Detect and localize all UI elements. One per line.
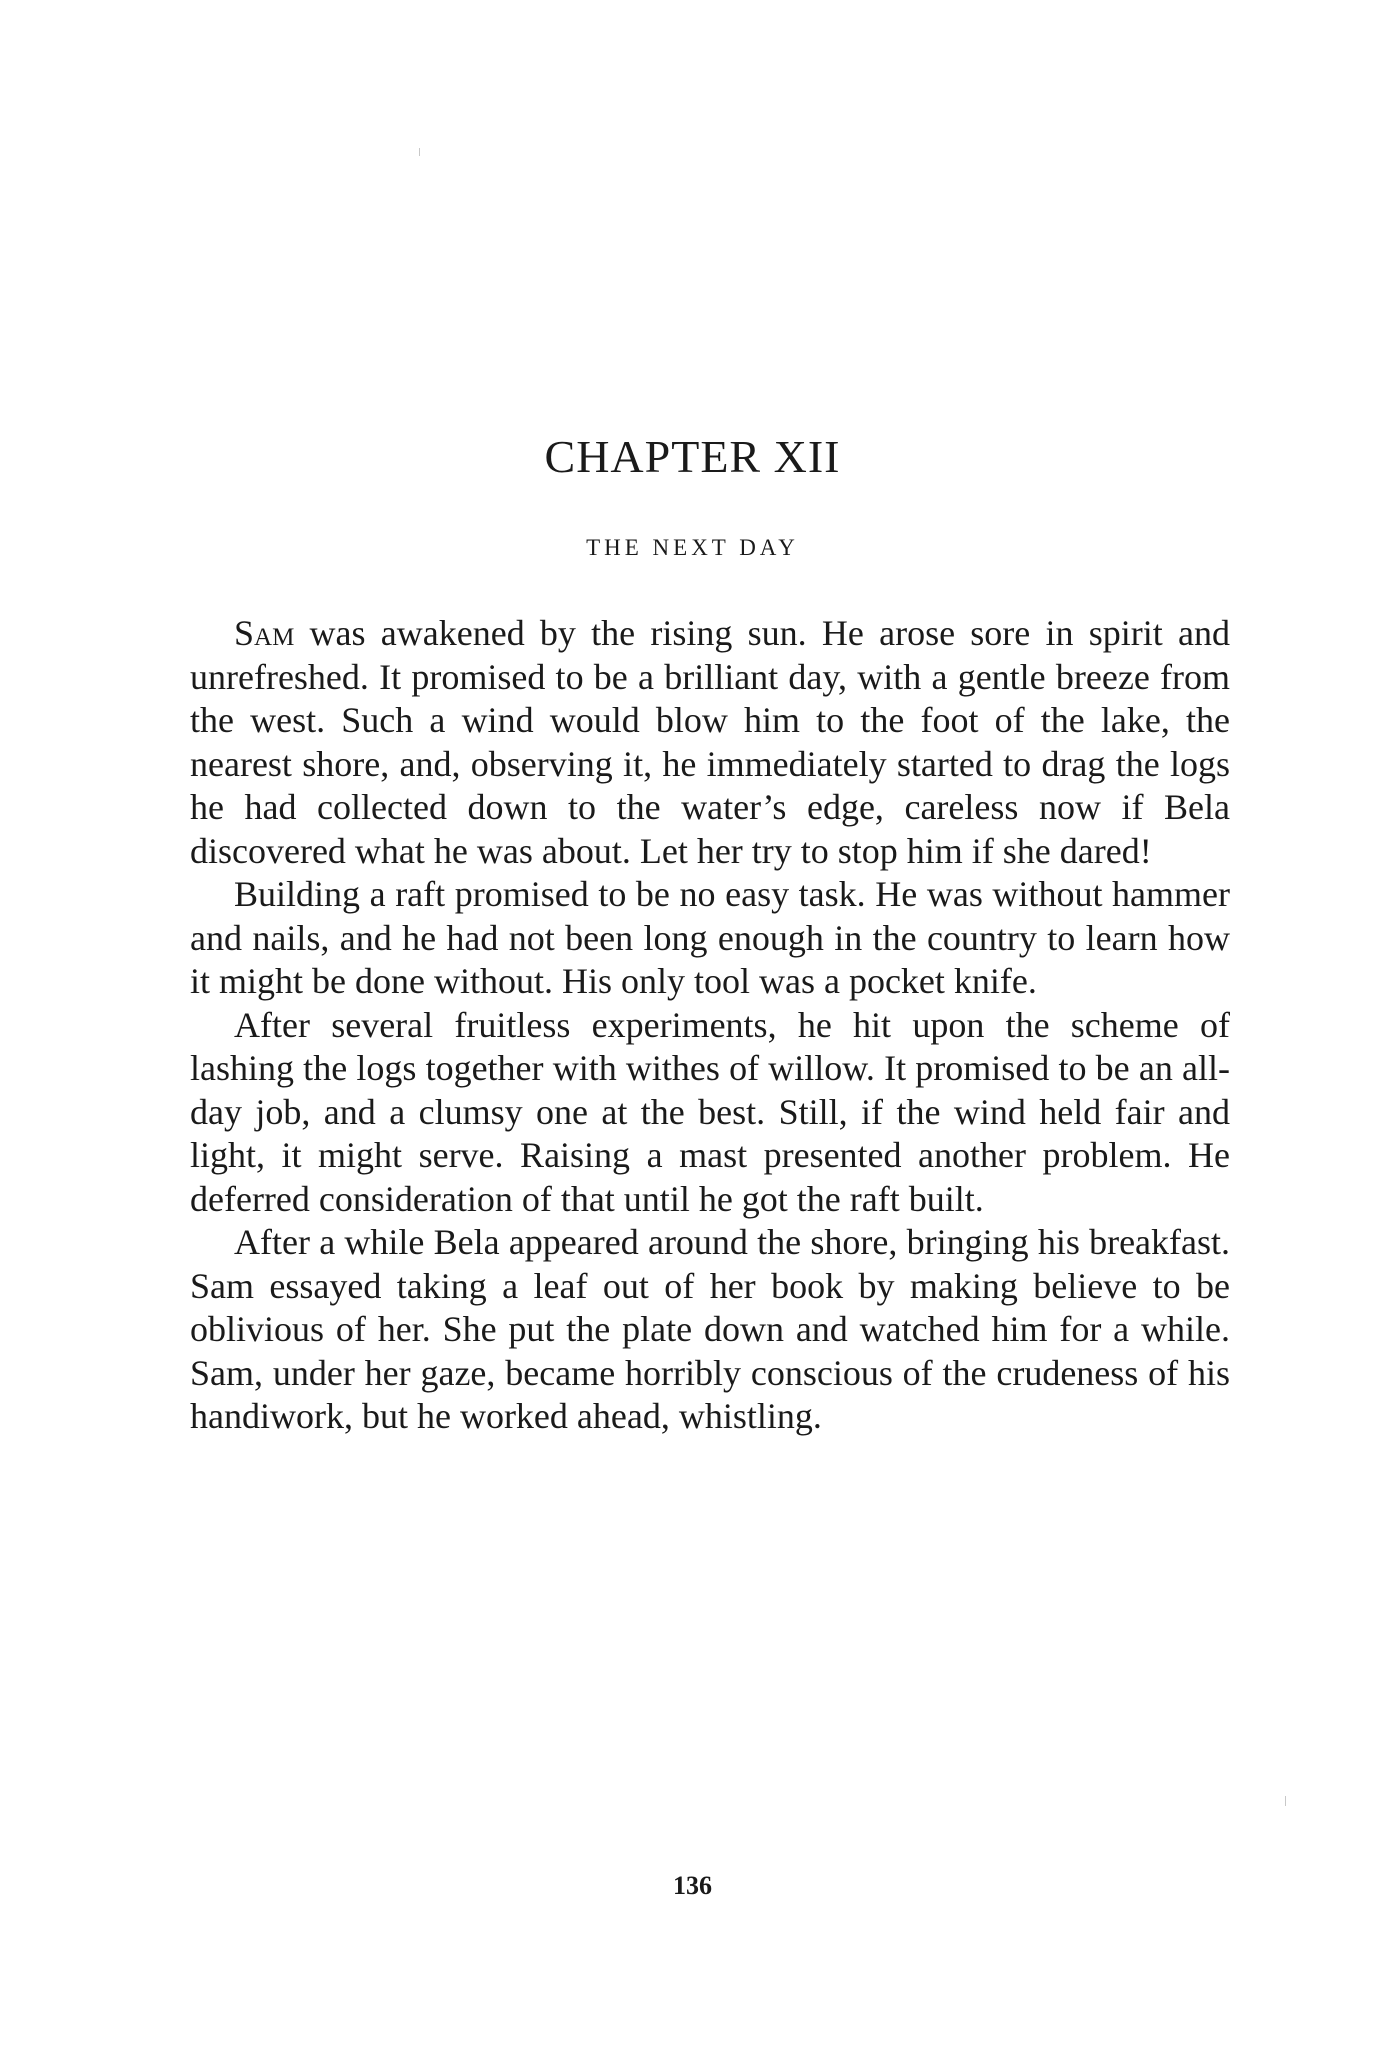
paragraph: [190, 612, 1230, 873]
paragraph-lead-name: Sam: [234, 613, 295, 653]
scan-speck: [1285, 1796, 1286, 1806]
page-number: 136: [673, 1871, 712, 1900]
chapter-subtitle: THE NEXT DAY: [586, 535, 799, 560]
paragraph: Building a raft promised to be no easy task. He was without hammer and nails, and he had not been long enough in the country to learn how it might be done without. His only tool was a pocket knife.: [190, 874, 1230, 1001]
scan-speck: [419, 148, 420, 156]
chapter-body: [190, 612, 1230, 1439]
paragraph-text: was awakened by the rising sun. He arose sore in spirit and unrefreshed. It promised to be a brilliant day, with a gentle breeze from the west. Such a wind would blow him to the foot of the lake, the nearest shore, and, observing it, he immediately started to drag the logs he had collected down to the water’s edge, careless now if Bela discovered what he was about. Let her try to stop him if she dared!: [190, 613, 1230, 871]
chapter-heading: CHAPTER XII: [544, 431, 841, 482]
paragraph: After several fruitless experiments, he hit upon the scheme of lashing the logs together with withes of willow. It promised to be an all-day job, and a clumsy one at the best. Still, if the wind held fair and light, it might serve. Raising a mast presented another problem. He deferred consideration of that until he got the raft built.: [190, 1004, 1230, 1219]
paragraph: After a while Bela appeared around the shore, bringing his breakfast. Sam essayed taking a leaf out of her book by making believe to be oblivious of her. She put the plate down and watched him for a while. Sam, under her gaze, became horribly conscious of the crudeness of his handiwork, but he worked ahead, whistling.: [190, 1222, 1230, 1436]
